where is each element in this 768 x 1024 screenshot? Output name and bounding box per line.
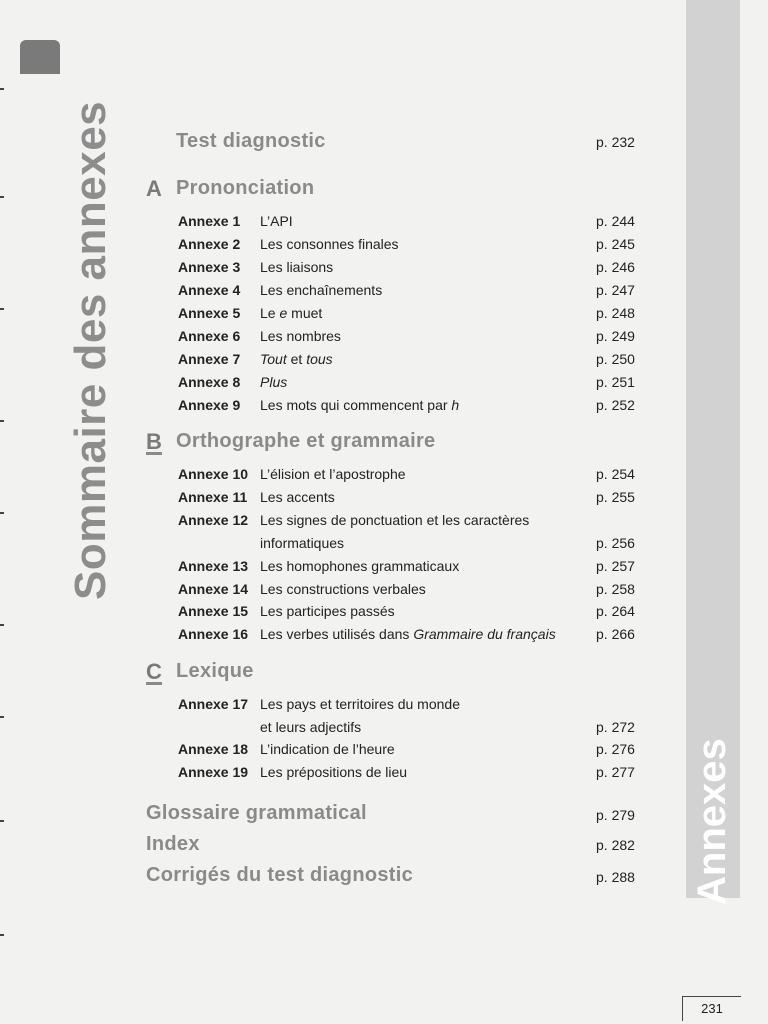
entry-page: p. 272 [596,718,635,735]
entry-page: p. 246 [596,259,635,275]
section-tab-marker [20,40,60,74]
entry-page: p. 264 [596,603,635,620]
entry-title-text: Les participes passés [260,603,395,620]
side-label: Annexes [690,738,734,905]
back-title-index: Index [146,833,200,855]
entry-title-text: Le [260,305,280,321]
back-page-glossaire: p. 279 [596,807,635,823]
section-letter-b: B [146,429,162,454]
entry-page: p. 249 [596,328,635,344]
entry-title-italic: h [451,397,460,413]
entry-number: Annexe 18 [178,741,249,758]
entry-page: p. 255 [596,488,635,505]
entry-title-text: Les verbes utilisés dans [260,626,414,643]
entry-title [260,509,529,531]
toc-entry [178,509,658,531]
entry-page: p. 258 [596,580,635,597]
toc-entry [178,371,658,393]
entry-page: p. 256 [596,534,635,551]
entry-title [260,325,341,347]
page-number: 231 [682,996,741,1021]
vertical-title-block [14,40,115,600]
entry-title [260,600,395,622]
entry-page: p. 266 [596,626,635,643]
entry-title [260,371,287,393]
section-title-b: Orthographe et grammaire [176,430,436,452]
test-page: p. 232 [596,134,635,150]
toc-entry [178,693,658,715]
entry-page: p. 257 [596,557,635,574]
toc-entry [178,325,658,347]
toc-entry [178,761,658,783]
entry-page: p. 276 [596,741,635,758]
toc-entry [178,348,658,370]
entry-number: Annexe 5 [178,305,241,321]
entry-number: Annexe 16 [178,626,249,643]
toc-entry [178,532,658,554]
entry-title [260,348,333,370]
entry-page: p. 250 [596,351,635,367]
entry-title-text: Les accents [260,488,335,505]
back-page-index: p. 282 [596,837,635,853]
entry-title [260,693,460,715]
entry-page: p. 244 [596,213,635,229]
entry-number: Annexe 12 [178,511,249,528]
entry-title-text: Les pays et territoires du monde [260,696,460,712]
toc-entry [178,486,658,508]
entry-page: p. 248 [596,305,635,321]
entry-number: Annexe 8 [178,374,241,390]
test-title: Test diagnostic [176,130,326,152]
entry-number: Annexe 13 [178,557,249,574]
entry-title [260,233,399,255]
entry-number: Annexe 19 [178,764,249,781]
toc-entry [178,578,658,600]
entry-number: Annexe 15 [178,603,249,620]
entry-page: p. 251 [596,374,635,390]
entry-number: Annexe 14 [178,580,249,597]
toc-entry [178,463,658,485]
toc-entry [178,279,658,301]
entry-title-italic: Tout [260,351,287,367]
entry-title [260,532,344,554]
entry-title-text: informatiques [260,534,345,551]
entry-number: Annexe 2 [178,236,241,252]
entry-title-text: et [286,351,307,367]
entry-title [260,302,322,324]
entry-title-text: Les signes de ponctuation et les caractères [260,511,530,528]
entry-number: Annexe 6 [178,328,241,344]
entry-title-text: Les constructions verbales [260,580,426,597]
entry-number: Annexe 17 [178,696,249,712]
entry-number: Annexe 4 [178,282,241,298]
entry-title [260,555,459,577]
back-title-corriges: Corrigés du test diagnostic [146,864,414,886]
entry-title-text: L’API [260,213,293,229]
toc-entry [178,233,658,255]
entry-title-text: Les consonnes finales [260,236,399,252]
entry-page: p. 252 [596,397,635,413]
entry-title-text: Les enchaînements [260,282,383,298]
back-title-glossaire: Glossaire grammatical [146,802,367,824]
section-title-c: Lexique [176,660,254,682]
entry-title-text: L’élision et l’apostrophe [260,466,406,482]
entry-title [260,486,335,508]
entry-title-italic: Plus [260,374,288,390]
entry-title-italic: e [279,305,288,321]
section-title-a: Prononciation [176,177,315,199]
vertical-title: Sommaire des annexes [66,100,115,600]
entry-title [260,394,459,416]
entry-number: Annexe 1 [178,213,241,229]
toc-entry [178,302,658,324]
section-letter-c: C [146,659,162,684]
entry-title [260,716,361,738]
toc-entry [178,623,658,645]
toc-entry [178,600,658,622]
entry-page: p. 277 [596,764,635,781]
toc-entry [178,738,658,760]
entry-number: Annexe 10 [178,466,249,482]
entry-title [260,256,333,278]
entry-number: Annexe 3 [178,259,241,275]
entry-title [260,578,426,600]
entry-number: Annexe 9 [178,397,241,413]
entry-title [260,279,382,301]
entry-page: p. 254 [596,466,635,482]
entry-title-text: Les prépositions de lieu [260,764,408,781]
toc-entry [178,210,658,232]
entry-page: p. 247 [596,282,635,298]
entry-title-text: muet [287,305,323,321]
entry-title-italic: tous [306,351,333,367]
entry-title-text: Les homophones grammaticaux [260,557,460,574]
entry-title [260,761,407,783]
toc-entry [178,394,658,416]
entry-number: Annexe 7 [178,351,241,367]
entry-title-text: Les liaisons [260,259,334,275]
toc-entry [178,256,658,278]
entry-title-text: L’indication de l’heure [260,741,395,758]
back-page-corriges: p. 288 [596,869,635,885]
entry-title [260,738,395,760]
entry-title [260,210,293,232]
entry-title-text: Les mots qui commencent par [260,397,452,413]
entry-title-text: Les nombres [260,328,341,344]
entry-title-text: et leurs adjectifs [260,718,362,735]
entry-number: Annexe 11 [178,488,248,505]
entry-title-italic: Grammaire du français [413,626,556,643]
entry-page: p. 245 [596,236,635,252]
entry-title [260,623,556,645]
entry-title [260,463,406,485]
section-letter-a: A [146,176,162,201]
toc-entry [178,716,658,738]
toc-entry [178,555,658,577]
